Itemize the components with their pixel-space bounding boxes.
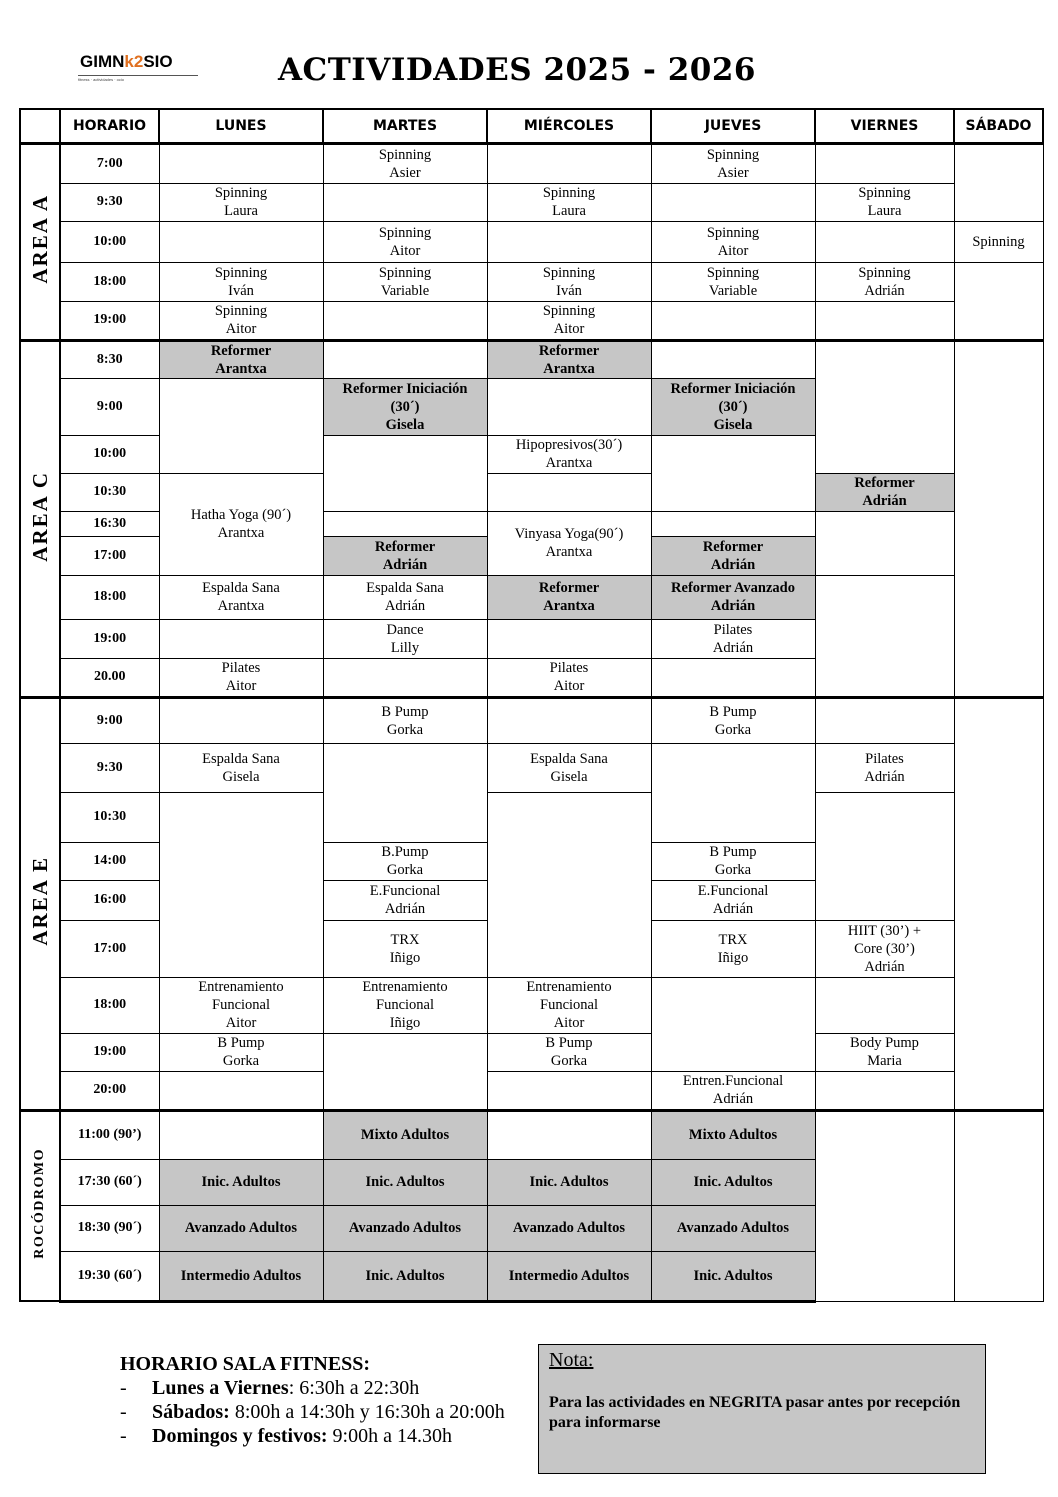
activity-cell: Inic. Adultos (159, 1159, 323, 1205)
activity-cell: Reformer Arantxa (487, 575, 651, 619)
activity-cell: B.Pump Gorka (323, 842, 487, 880)
time-cell: 9:00 (60, 697, 159, 743)
activity-cell: Reformer Iniciación (30´) Gisela (323, 378, 487, 435)
header-viernes: VIERNES (815, 109, 954, 143)
time-cell: 16:30 (60, 511, 159, 536)
activity-cell: Spinning Variable (651, 262, 815, 301)
time-cell: 20:00 (60, 1071, 159, 1110)
activity-cell: Espalda Sana Arantxa (159, 575, 323, 619)
time-cell: 9:00 (60, 378, 159, 435)
activity-cell: Avanzado Adultos (651, 1205, 815, 1251)
header-martes: MARTES (323, 109, 487, 143)
header-jueves: JUEVES (651, 109, 815, 143)
activity-cell: Inic. Adultos (487, 1159, 651, 1205)
activity-cell: Reformer Iniciación (30´) Gisela (651, 378, 815, 435)
activity-cell: Avanzado Adultos (487, 1205, 651, 1251)
activity-cell: Espalda Sana Adrián (323, 575, 487, 619)
activity-cell: Inic. Adultos (651, 1159, 815, 1205)
time-cell: 14:00 (60, 842, 159, 880)
time-cell: 18:30 (90´) (60, 1205, 159, 1251)
activity-cell: Pilates Aitor (487, 658, 651, 697)
activity-cell: B Pump Gorka (323, 697, 487, 743)
time-cell: 10:00 (60, 221, 159, 262)
activity-cell: Inic. Adultos (651, 1251, 815, 1301)
activity-cell: Spinning (954, 221, 1043, 262)
activity-cell: B Pump Gorka (651, 842, 815, 880)
area-e-label: AREA E (20, 697, 60, 1110)
activity-cell: Espalda Sana Gisela (159, 743, 323, 792)
activity-cell: Hipopresivos(30´) Arantxa (487, 435, 651, 473)
activity-cell: Spinning Aitor (651, 221, 815, 262)
activity-cell: Vinyasa Yoga(90´) Arantxa (487, 511, 651, 575)
activity-cell: Spinning Iván (487, 262, 651, 301)
activity-cell: Spinning Laura (487, 183, 651, 221)
activity-cell: Spinning Aitor (159, 301, 323, 340)
page-title: ACTIVIDADES 2025 - 2026 (278, 52, 756, 88)
activity-cell: Hatha Yoga (90´) Arantxa (159, 473, 323, 575)
time-cell: 16:00 (60, 880, 159, 920)
activity-cell: Reformer Arantxa (159, 340, 323, 378)
area-a-label: AREA A (20, 143, 60, 340)
time-cell: 7:00 (60, 143, 159, 183)
fitness-title: HORARIO SALA FITNESS: (120, 1353, 371, 1375)
activity-cell: E.Funcional Adrián (323, 880, 487, 920)
logo-tagline: fitness · actividades · ocio (78, 77, 125, 82)
time-cell: 20.00 (60, 658, 159, 697)
activity-cell: B Pump Gorka (651, 697, 815, 743)
activity-cell: Spinning Adrián (815, 262, 954, 301)
activity-cell: Reformer Adrián (323, 536, 487, 575)
time-cell: 10:30 (60, 473, 159, 511)
time-cell: 17:00 (60, 536, 159, 575)
activity-cell: Entrenamiento Funcional Aitor (159, 977, 323, 1033)
activity-cell: Pilates Aitor (159, 658, 323, 697)
activity-cell: Avanzado Adultos (323, 1205, 487, 1251)
fitness-item: - Lunes a Viernes: 6:30h a 22:30h (120, 1377, 420, 1399)
activity-cell: Espalda Sana Gisela (487, 743, 651, 792)
activity-cell: HIIT (30’) + Core (30’) Adrián (815, 920, 954, 977)
activity-cell: Spinning Aitor (323, 221, 487, 262)
note-body: Para las actividades en NEGRITA pasar antes por recepción para informarse (549, 1394, 961, 1431)
header-lunes: LUNES (159, 109, 323, 143)
activity-cell: B Pump Gorka (487, 1033, 651, 1071)
time-cell: 17:30 (60´) (60, 1159, 159, 1205)
activity-cell: Spinning Aitor (487, 301, 651, 340)
activity-cell: Spinning Iván (159, 262, 323, 301)
logo-wordmark: GIMNk2SIO (80, 52, 173, 71)
header-sabado: SÁBADO (954, 109, 1043, 143)
activity-cell: Spinning Laura (159, 183, 323, 221)
activity-cell: Spinning Variable (323, 262, 487, 301)
activity-cell: Mixto Adultos (323, 1110, 487, 1159)
activity-cell: Inic. Adultos (323, 1251, 487, 1301)
activity-cell: Spinning Laura (815, 183, 954, 221)
activity-cell: Inic. Adultos (323, 1159, 487, 1205)
note-title: Nota: (549, 1349, 594, 1371)
time-cell: 19:00 (60, 1033, 159, 1071)
activity-cell: Intermedio Adultos (487, 1251, 651, 1301)
header-miercoles: MIÉRCOLES (487, 109, 651, 143)
activity-cell: Mixto Adultos (651, 1110, 815, 1159)
schedule-table (19, 108, 1044, 1303)
activity-cell: Intermedio Adultos (159, 1251, 323, 1301)
rocodromo-label: ROCÓDROMO (20, 1110, 60, 1301)
activity-cell: Body Pump Maria (815, 1033, 954, 1071)
activity-cell: Reformer Adrián (815, 473, 954, 511)
time-cell: 11:00 (90’) (60, 1110, 159, 1159)
time-cell: 9:30 (60, 743, 159, 792)
time-cell: 18:00 (60, 977, 159, 1033)
activity-cell: Pilates Adrián (651, 619, 815, 658)
area-c-label: AREA C (20, 340, 60, 697)
activity-cell: Pilates Adrián (815, 743, 954, 792)
activity-cell: Spinning Asier (323, 143, 487, 183)
activity-cell: Dance Lilly (323, 619, 487, 658)
fitness-item: - Domingos y festivos: 9:00h a 14.30h (120, 1425, 452, 1447)
time-cell: 19:00 (60, 301, 159, 340)
activity-cell: Reformer Arantxa (487, 340, 651, 378)
fitness-hours (120, 1352, 520, 1448)
header-horario: HORARIO (60, 109, 159, 143)
activity-cell: TRX Iñigo (323, 920, 487, 977)
activity-cell: Entrenamiento Funcional Aitor (487, 977, 651, 1033)
activity-cell: Spinning Asier (651, 143, 815, 183)
activity-cell: TRX Iñigo (651, 920, 815, 977)
time-cell: 19:00 (60, 619, 159, 658)
activity-cell: Reformer Avanzado Adrián (651, 575, 815, 619)
activity-cell: Reformer Adrián (651, 536, 815, 575)
note-box (538, 1344, 986, 1474)
activity-cell: E.Funcional Adrián (651, 880, 815, 920)
fitness-item: - Sábados: 8:00h a 14:30h y 16:30h a 20:00h (120, 1401, 505, 1423)
time-cell: 10:00 (60, 435, 159, 473)
time-cell: 10:30 (60, 792, 159, 842)
activity-cell: Avanzado Adultos (159, 1205, 323, 1251)
activity-cell: B Pump Gorka (159, 1033, 323, 1071)
activity-cell: Entrenamiento Funcional Iñigo (323, 977, 487, 1033)
header-row (20, 109, 1043, 143)
time-cell: 18:00 (60, 262, 159, 301)
time-cell: 19:30 (60´) (60, 1251, 159, 1301)
time-cell: 9:30 (60, 183, 159, 221)
time-cell: 18:00 (60, 575, 159, 619)
activity-cell: Entren.Funcional Adrián (651, 1071, 815, 1110)
time-cell: 8:30 (60, 340, 159, 378)
time-cell: 17:00 (60, 920, 159, 977)
